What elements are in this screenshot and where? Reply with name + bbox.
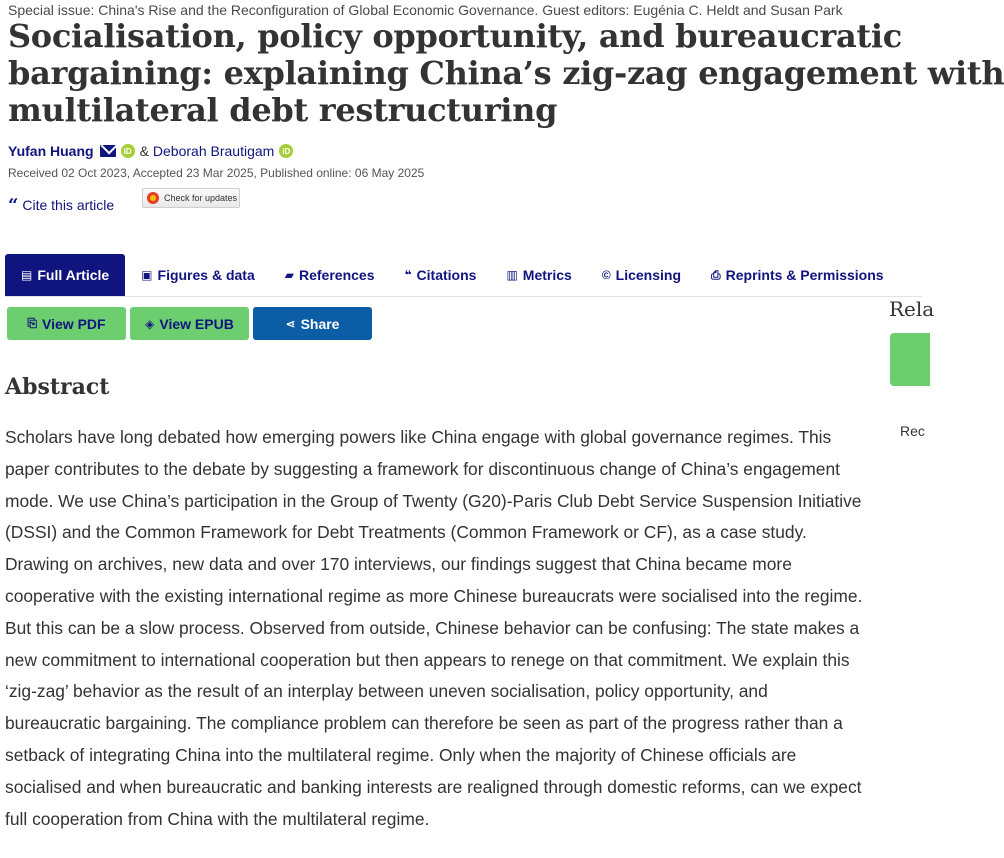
image-icon: ▣ [141,268,153,282]
book-icon: ▰ [284,268,294,282]
view-pdf-label: View PDF [42,315,106,332]
tab-label: Metrics [522,267,572,283]
epub-icon: ◈ [145,316,155,331]
orcid-icon[interactable]: iD [121,144,135,158]
related-research-heading: Rela [889,297,935,321]
pdf-icon: ⎘ [27,316,38,330]
article-tabs [5,254,898,296]
author-separator: & [139,143,149,159]
tab-references[interactable] [269,254,389,296]
title-line-3: multilateral debt restructuring [8,91,558,129]
check-updates-label: Check for updates [164,193,238,203]
title-line-1: Socialisation, policy opportunity, and bureaucratic [8,17,902,55]
tab-full-article[interactable] [5,254,125,296]
tab-divider [5,296,922,297]
crossmark-icon [147,192,159,204]
tab-label: Citations [416,267,477,283]
related-recommended-label[interactable]: Rec [900,423,925,439]
view-pdf-button[interactable] [7,307,126,340]
orcid-icon[interactable]: iD [279,144,293,158]
check-for-updates-button[interactable] [142,188,240,208]
related-research-button[interactable] [890,333,930,386]
tab-label: Reprints & Permissions [725,267,884,283]
email-icon[interactable] [100,145,116,157]
quote-icon: “ [8,195,19,216]
tab-reprints-permissions[interactable] [695,254,898,296]
publication-dates: Received 02 Oct 2023, Accepted 23 Mar 2025, Published online: 06 May 2025 [8,166,425,180]
title-line-2: bargaining: explaining China’s zig-zag engagement with [8,54,1004,92]
author-list [8,143,298,159]
document-icon: ▤ [21,268,33,282]
copyright-icon: © [601,268,611,282]
tab-label: References [299,267,375,283]
share-label: Share [300,315,340,332]
view-epub-button[interactable] [130,307,249,340]
tab-figures-data[interactable] [125,254,269,296]
abstract-heading: Abstract [5,374,110,400]
quote-icon: ❝ [404,268,412,282]
cite-article-link[interactable] [8,195,115,216]
author-deborah-brautigam[interactable]: Deborah Brautigam [152,143,275,159]
special-issue-line: Special issue: China's Rise and the Reconfiguration of Global Economic Governance. Guest editors: Eugénia C. Heldt and Susan Park [8,2,843,18]
tab-label: Licensing [615,267,682,283]
tab-citations[interactable] [389,254,491,296]
tab-licensing[interactable] [586,254,695,296]
print-icon: ⎙ [711,267,721,282]
view-epub-label: View EPUB [159,315,234,332]
author-yufan-huang[interactable]: Yufan Huang [8,143,94,159]
share-icon: ⋖ [285,316,296,331]
tab-metrics[interactable] [490,254,585,296]
tab-label: Full Article [37,267,110,283]
abstract-text: Scholars have long debated how emerging powers like China engage with global governance regimes. This paper contributes to the debate by suggesting a framework for discontinuous change of China’s engagement mode. We use China’s participation in the Group of Twenty (G20)-Paris Club Debt Service Suspension Initiative (DSSI) and the Common Framework for Debt Treatments (Common Framework or CF), as a case study. Drawing on archives, new data and over 170 interviews, our findings suggest that China became more cooperative with the existing international regime as more Chinese bureaucrats were socialised into the regime. But this can be a slow process. Observed from outside, Chinese behavior can be confusing: The state makes a new commitment to international cooperation but then appears to renege on that commitment. We explain this ‘zig-zag’ behavior as the result of an interplay between uneven socialisation, policy opportunity, and bureaucratic bargaining. The compliance problem can therefore be seen as part of the progress rather than a setback of integrating China into the multilateral regime. Only when the majority of Chinese officials are socialised and when bureaucratic and banking interests are realigned through domestic reforms, can we expect full cooperation from China with the multilateral regime. [5,427,863,829]
cite-label: Cite this article [22,197,115,213]
share-button[interactable] [253,307,372,340]
tab-label: Figures & data [157,267,255,283]
bar-chart-icon: ▥ [506,268,518,282]
article-title [8,17,1004,129]
